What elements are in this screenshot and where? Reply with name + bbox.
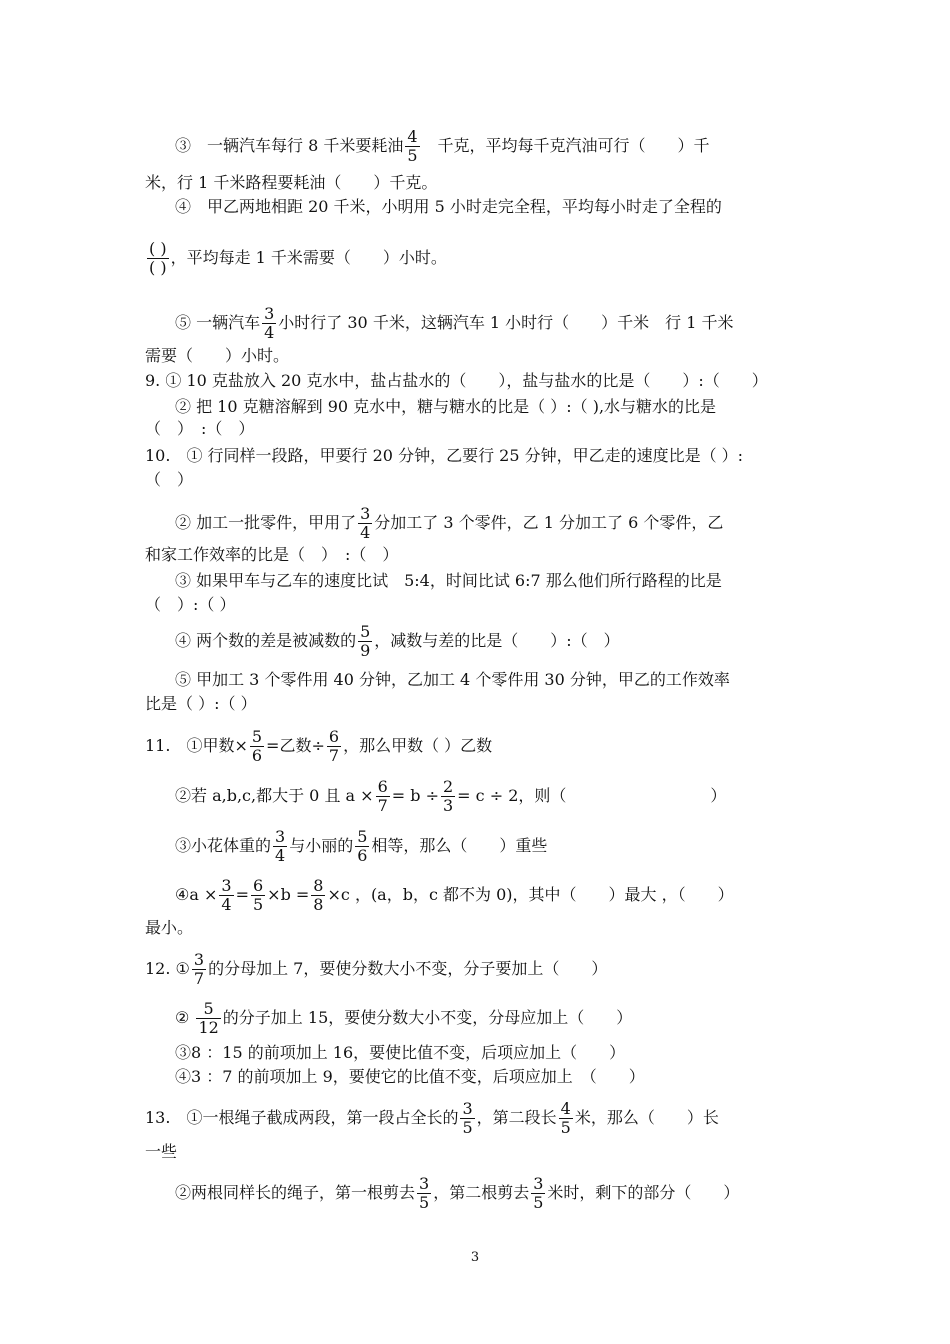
line-text: ④a ×: [175, 885, 218, 904]
line-text: 米，那么（ ）长: [574, 1108, 719, 1127]
fraction: [355, 828, 369, 865]
page-number: 3: [470, 1250, 480, 1265]
line-text: 12. ①: [145, 959, 190, 978]
numerator: 4: [407, 127, 418, 146]
denominator: 4: [264, 323, 275, 342]
line-text: 与小丽的: [289, 836, 354, 855]
text-line: [175, 669, 730, 691]
denominator: 6: [251, 746, 263, 765]
line-text: ×b =: [267, 885, 310, 904]
fraction: [559, 1100, 573, 1137]
text-line: [175, 396, 716, 418]
line-text: 的分子加上 15，要使分数大小不变，分母应加上（ ）: [222, 1008, 633, 1027]
line-text: ②若 a,b,c,都大于 0 且 a ×: [175, 786, 374, 805]
denominator: 5: [533, 1193, 544, 1212]
fraction: [358, 505, 372, 542]
line-text: ④ 两个数的差是被减数的: [175, 631, 357, 650]
line-text: ③ 一辆汽车每行 8 千米要耗油: [175, 136, 404, 155]
numerator: 3: [533, 1174, 544, 1193]
text-line: [145, 951, 607, 988]
line-text: ，那么甲数（ ）乙数: [343, 736, 493, 755]
text-line: [175, 1042, 625, 1064]
line-text: ③8 ：15 的前项加上 16，要使比值不变，后项应加上（ ）: [175, 1043, 626, 1062]
line-text: 米时，剩下的部分（ ）: [547, 1183, 740, 1202]
line-text: ③ 如果甲车与乙车的速度比试 5:4，时间比试 6:7 那么他们所行路程的比是: [175, 571, 722, 590]
line-text: 需要（ ）小时。: [145, 346, 290, 365]
line-text: ②: [175, 1008, 195, 1027]
denominator: 8: [313, 895, 324, 914]
denominator: 9: [360, 641, 371, 660]
denominator: ( ): [149, 258, 167, 277]
numerator: 3: [360, 504, 371, 523]
fraction: [327, 728, 341, 765]
denominator: 4: [360, 523, 371, 542]
denominator: 5: [252, 895, 264, 914]
fraction: [376, 778, 390, 815]
line-text: （ ） :（ ）: [145, 419, 255, 438]
fraction: [417, 1175, 431, 1212]
text-line: [145, 240, 447, 277]
text-line: [175, 128, 710, 165]
denominator: 4: [275, 846, 286, 865]
fraction: [262, 305, 276, 342]
text-line: [145, 445, 743, 467]
line-text: 分加工了 3 个零件，乙 1 分加工了 6 个零件，乙: [374, 513, 724, 532]
text-line: [145, 1141, 177, 1163]
text-line: [175, 1175, 739, 1212]
denominator: 6: [357, 846, 368, 865]
fraction: [358, 623, 372, 660]
text-line: [145, 418, 254, 440]
line-text: ② 把 10 克糖溶解到 90 克水中，糖与糖水的比是（ ）:（ ),水与糖水的比是: [175, 397, 717, 416]
numerator: 2: [442, 777, 454, 796]
denominator: 7: [328, 746, 340, 765]
fraction: [531, 1175, 545, 1212]
denominator: 7: [377, 796, 388, 815]
line-text: ③小花体重的: [175, 836, 272, 855]
numerator: 8: [313, 876, 324, 895]
line-text: （ ）: [145, 470, 194, 489]
denominator: 12: [198, 1018, 219, 1037]
numerator: 5: [196, 1000, 220, 1019]
line-text: ⑤ 一辆汽车: [175, 313, 261, 332]
numerator: 6: [328, 727, 340, 746]
fraction: [219, 877, 233, 914]
denominator: 5: [560, 1118, 571, 1137]
denominator: 5: [407, 146, 418, 165]
fraction: [441, 778, 455, 815]
numerator: 5: [360, 622, 371, 641]
text-line: [175, 828, 547, 865]
text-line: [145, 172, 437, 194]
numerator: 5: [251, 727, 263, 746]
text-line: [145, 370, 768, 392]
fraction: [250, 728, 264, 765]
fraction: [147, 240, 169, 277]
line-text: 米，行 1 千米路程要耗油（ ）千克。: [145, 173, 438, 192]
text-line: [175, 196, 722, 218]
line-text: 的分母加上 7，要使分数大小不变，分子要加上（ ）: [208, 959, 608, 978]
line-text: = b ÷: [391, 786, 439, 805]
text-line: [145, 693, 257, 715]
numerator: ( ): [149, 239, 167, 258]
fraction: [405, 128, 419, 165]
line-text: 10. ① 行同样一段路，甲要行 20 分钟，乙要行 25 分钟，甲乙走的速度比是（ ）:: [145, 446, 744, 465]
numerator: 3: [221, 876, 232, 895]
fraction: [460, 1100, 474, 1137]
text-line: [145, 728, 492, 765]
text-line: [145, 594, 235, 616]
fraction: [273, 828, 287, 865]
text-line: [175, 570, 722, 592]
line-text: ④ 甲乙两地相距 20 千米，小明用 5 小时走完全程，平均每小时走了全程的: [175, 197, 722, 216]
denominator: 4: [221, 895, 232, 914]
line-text: 一些: [145, 1142, 178, 1161]
fraction: [196, 1000, 220, 1037]
denominator: 3: [442, 796, 454, 815]
line-text: 小时行了 30 千米，这辆汽车 1 小时行（ ）千米 行 1 千米: [278, 313, 734, 332]
numerator: 5: [357, 827, 368, 846]
line-text: ⑤ 甲加工 3 个零件用 40 分钟，乙加工 4 个零件用 30 分钟，甲乙的工作效率: [175, 670, 730, 689]
line-text: ②两根同样长的绳子，第一根剪去: [175, 1183, 416, 1202]
numerator: 3: [275, 827, 286, 846]
line-text: 比是（ ）:（ ）: [145, 694, 257, 713]
line-text: 千克，平均每千克汽油可行（ ）千: [421, 136, 710, 155]
line-text: 相等，那么（ ）重些: [371, 836, 548, 855]
line-text: ×c ，(a，b，c 都不为 0)，其中（ ）最大 ，（ ）: [327, 885, 734, 904]
line-text: ，平均每走 1 千米需要（ ）小时。: [170, 248, 447, 267]
fraction: [311, 877, 325, 914]
numerator: 6: [252, 876, 264, 895]
text-line: [175, 623, 620, 660]
text-line: [145, 544, 398, 566]
text-line: [175, 778, 726, 815]
fraction: [192, 951, 206, 988]
text-line: [175, 1000, 632, 1037]
line-text: ，减数与差的比是（ ）:（ ）: [374, 631, 620, 650]
text-line: [175, 877, 734, 914]
denominator: 5: [462, 1118, 473, 1137]
text-line: [175, 505, 723, 542]
line-text: 最小。: [145, 918, 194, 937]
line-text: 和家工作效率的比是（ ） :（ ）: [145, 545, 399, 564]
line-text: 9. ① 10 克盐放入 20 克水中，盐占盐水的（ ），盐与盐水的比是（ ）:（ ）: [145, 371, 768, 390]
line-text: ② 加工一批零件，甲用了: [175, 513, 357, 532]
fraction: [251, 877, 265, 914]
line-text: ，第二段长: [476, 1108, 557, 1127]
text-line: [175, 305, 734, 342]
text-line: [145, 345, 289, 367]
text-line: [145, 917, 193, 939]
line-text: =乙数÷: [266, 736, 325, 755]
text-line: [175, 1066, 645, 1088]
numerator: 4: [560, 1099, 571, 1118]
line-text: = c ÷ 2，则（ ）: [457, 786, 727, 805]
text-line: [145, 1100, 719, 1137]
numerator: 6: [377, 777, 388, 796]
denominator: 7: [193, 969, 205, 988]
denominator: 5: [419, 1193, 430, 1212]
numerator: 3: [264, 304, 275, 323]
text-line: [145, 469, 193, 491]
numerator: 3: [462, 1099, 473, 1118]
line-text: =: [235, 885, 249, 904]
line-text: 11. ①甲数×: [145, 736, 248, 755]
line-text: （ ）:（ ）: [145, 595, 236, 614]
line-text: ，第二根剪去: [433, 1183, 530, 1202]
line-text: ④3 ：7 的前项加上 9，要使它的比值不变，后项应加上 （ ）: [175, 1067, 645, 1086]
line-text: 13. ①一根绳子截成两段，第一段占全长的: [145, 1108, 459, 1127]
numerator: 3: [193, 950, 205, 969]
numerator: 3: [419, 1174, 430, 1193]
